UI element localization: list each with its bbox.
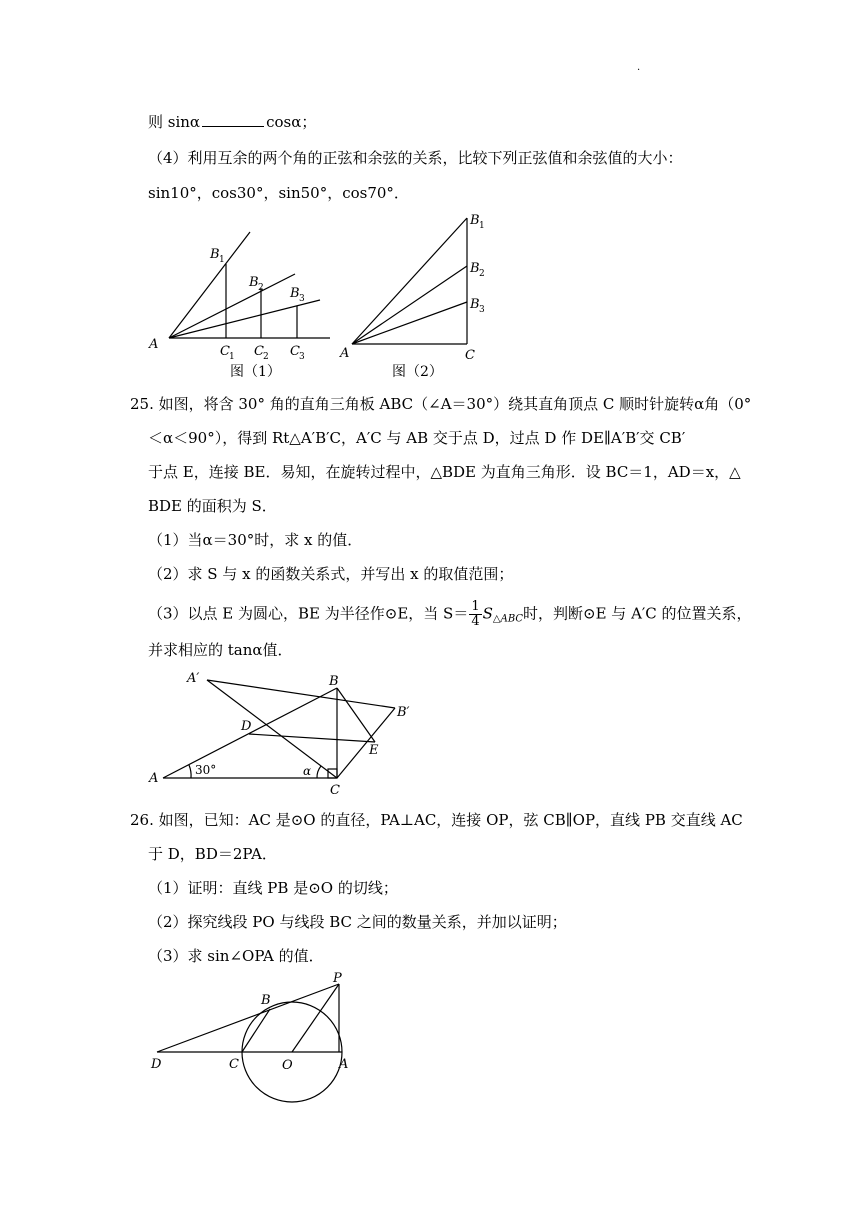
fig25-alpha-label: α (303, 764, 312, 778)
q25-part-3-post: 时，判断⊙E 与 A′C 的位置关系， (523, 604, 752, 623)
fig1-label-c3: C (290, 344, 300, 359)
fig25-label-b-prime: B′ (397, 705, 410, 720)
q25-figure (145, 668, 425, 798)
fig26-label-c: C (229, 1057, 239, 1072)
fig2-label-c: C (465, 348, 475, 363)
q25-line-3: 于点 E，连接 BE．易知，在旋转过程中，△BDE 为直角三角形．设 BC＝1，AD＝x，△ (148, 463, 741, 481)
fig1-label-c1-sub: 1 (229, 352, 235, 362)
q24-part-4: （4）利用互余的两个角的正弦和余弦的关系，比较下列正弦值和余弦值的大小： (148, 149, 683, 167)
q26-part-1: （1）证明：直线 PB 是⊙O 的切线； (148, 879, 398, 897)
fig26-label-d: D (151, 1057, 162, 1072)
fig2-label-b1: B (470, 213, 480, 228)
fig1-caption: 图（1） (230, 364, 281, 380)
q25-line-1: 25. 如图，将含 30° 角的直角三角板 ABC（∠A＝30°）绕其直角顶点 C 顺时针旋转α角（0° (130, 395, 752, 413)
q26-part-3: （3）求 sin∠OPA 的值． (148, 947, 324, 965)
fig25-label-a: A (149, 771, 159, 786)
fig26-label-o: O (282, 1058, 293, 1073)
q24-line-1-post: cosα； (266, 113, 317, 131)
fig26-label-b: B (261, 993, 271, 1008)
q26-line-2: 于 D，BD＝2PA． (148, 845, 277, 863)
fig1-label-b2: B (249, 275, 259, 290)
fraction-numerator: 1 (471, 599, 480, 614)
fig2-label-b3: B (470, 297, 480, 312)
q24-figure-2 (338, 208, 498, 383)
fig2-label-b2: B (470, 261, 480, 276)
fig1-label-c3-sub: 3 (299, 352, 305, 362)
q25-part-1: （1）当α＝30°时，求 x 的值． (148, 531, 363, 549)
fig1-label-a: A (149, 337, 159, 352)
q24-figure-1 (145, 208, 345, 383)
fraction-denominator: 4 (471, 614, 480, 629)
q25-line-2: ＜α＜90°），得到 Rt△A′B′C，A′C 与 AB 交于点 D，过点 D 作 DE∥A′B′交 CB′ (148, 429, 686, 447)
fig1-label-b1-sub: 1 (219, 255, 225, 265)
fig1-label-c2-sub: 2 (263, 352, 269, 362)
fig1-label-b1: B (210, 247, 220, 262)
q26-figure (145, 972, 355, 1107)
fig2-label-b2-sub: 2 (479, 269, 485, 279)
fig25-label-a-prime: A′ (187, 671, 200, 686)
q25-part-3-cont: 并求相应的 tanα值． (148, 641, 293, 659)
fraction-one-quarter (469, 600, 481, 629)
q24-line-1 (148, 112, 316, 132)
area-symbol: S (482, 604, 493, 623)
fig25-label-e: E (369, 743, 379, 758)
fig25-label-b: B (329, 674, 339, 689)
page-mark: . (637, 62, 641, 73)
fig2-label-a: A (340, 346, 350, 361)
q25-part-3-pre: （3）以点 E 为圆心，BE 为半径作⊙E，当 S＝ (148, 604, 469, 623)
fig26-label-p: P (333, 971, 342, 986)
q26-part-2: （2）探究线段 PO 与线段 BC 之间的数量关系，并加以证明； (148, 913, 567, 931)
fig2-label-b3-sub: 3 (479, 305, 485, 315)
fig25-angle-label: 30° (195, 763, 217, 777)
q25-part-3 (148, 600, 752, 630)
q25-line-4: BDE 的面积为 S． (148, 497, 277, 515)
q24-angles-list: sin10°，cos30°，sin50°，cos70°． (148, 184, 409, 202)
fig1-label-b2-sub: 2 (258, 283, 264, 293)
fig2-label-b1-sub: 1 (479, 221, 485, 231)
fig25-label-c: C (330, 783, 340, 798)
area-subscript: △ABC (492, 613, 524, 625)
fig1-label-b3: B (290, 286, 300, 301)
answer-blank (202, 112, 264, 127)
fig2-caption: 图（2） (392, 364, 443, 380)
q26-line-1: 26. 如图，已知：AC 是⊙O 的直径，PA⊥AC，连接 OP，弦 CB∥OP，直线 PB 交直线 AC (130, 811, 743, 829)
q25-part-2: （2）求 S 与 x 的函数关系式，并写出 x 的取值范围； (148, 565, 514, 583)
fig25-label-d: D (241, 719, 252, 734)
q24-line-1-pre: 则 sinα (148, 113, 201, 131)
fig1-label-c2: C (254, 344, 264, 359)
fig1-label-c1: C (220, 344, 230, 359)
fig1-label-b3-sub: 3 (299, 294, 305, 304)
fig26-label-a: A (339, 1057, 349, 1072)
